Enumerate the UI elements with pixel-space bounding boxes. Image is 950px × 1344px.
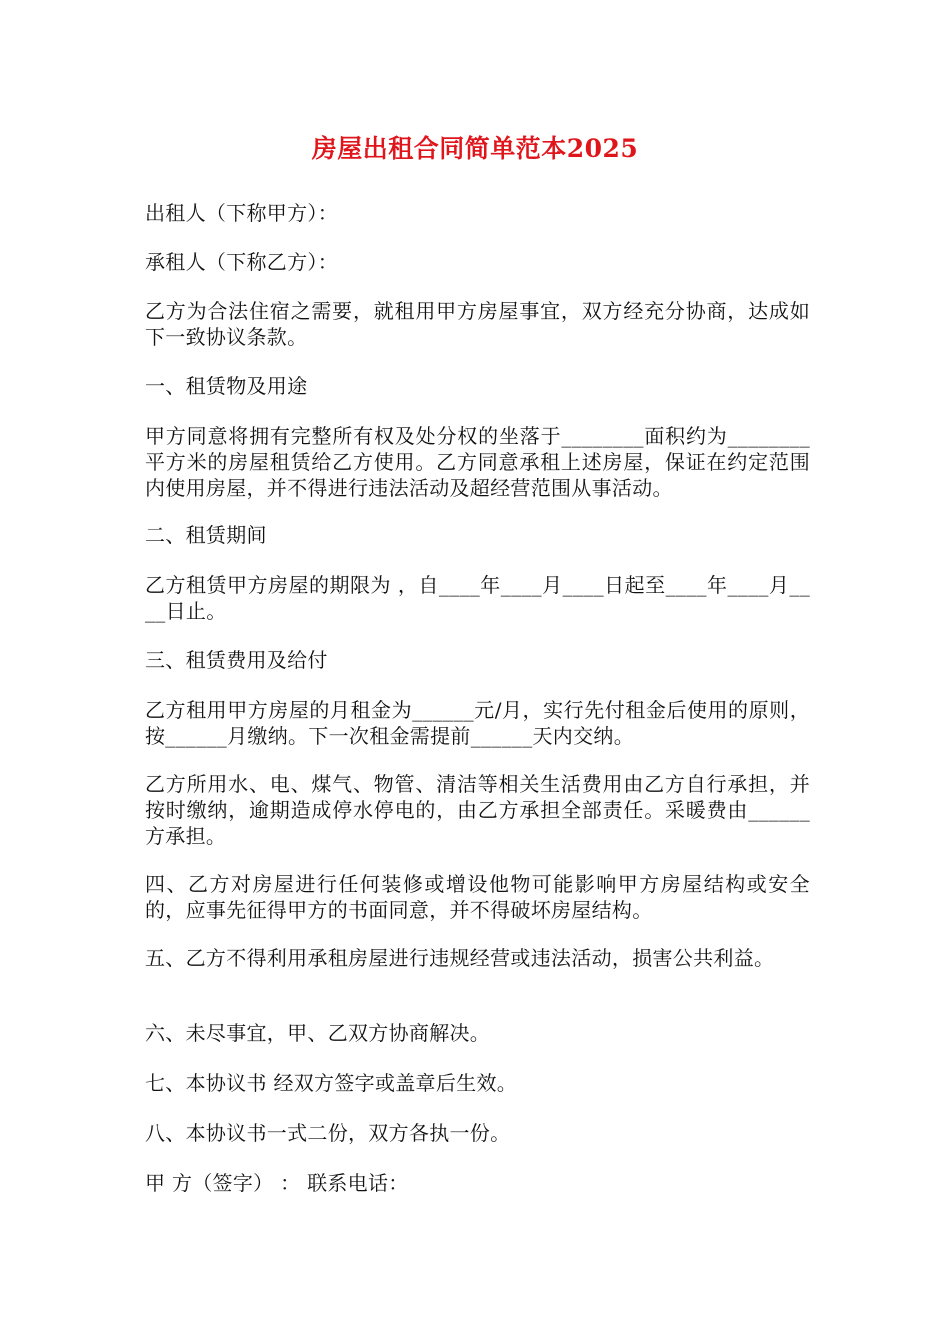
preamble-paragraph: 乙方为合法住宿之需要，就租用甲方房屋事宜，双方经充分协商，达成如下一致协议条款。 [145, 299, 810, 349]
lessee-line: 承租人（下称乙方）： [145, 250, 338, 274]
section-5-paragraph: 五、乙方不得利用承租房屋进行违规经营或违法活动，损害公共利益。 [145, 946, 775, 970]
lessor-line: 出租人（下称甲方）： [145, 201, 338, 225]
section-6-paragraph: 六、未尽事宜，甲、乙双方协商解决。 [145, 1021, 491, 1045]
utilities-paragraph: 乙方所用水、电、煤气、物管、清洁等相关生活费用由乙方自行承担，并按时缴纳，逾期造成停水停电的，由乙方承担全部责任。采暖费由______方承担。 [145, 772, 810, 848]
section-8-paragraph: 八、本协议书一式二份，双方各执一份。 [145, 1121, 511, 1145]
section-1-heading: 一、租赁物及用途 [145, 374, 308, 398]
rent-paragraph: 乙方租用甲方房屋的月租金为______元/月，实行先付租金后使用的原则，按______月缴纳。下一次租金需提前______天内交纳。 [145, 698, 810, 748]
section-3-heading: 三、租赁费用及给付 [145, 648, 328, 672]
party-a-signature-line: 甲 方（签字） ： 联系电话： [145, 1171, 409, 1195]
section-2-paragraph: 乙方租赁甲方房屋的期限为 ，自____年____月____日起至____年____月____日止。 [145, 573, 810, 623]
section-2-heading: 二、租赁期间 [145, 523, 267, 547]
section-1-paragraph: 甲方同意将拥有完整所有权及处分权的坐落于________面积约为________平方米的房屋租赁给乙方使用。乙方同意承租上述房屋，保证在约定范围内使用房屋，并不得进行违法活动及超经营范围从事活动。 [145, 424, 810, 500]
section-7-paragraph: 七、本协议书 经双方签字或盖章后生效。 [145, 1071, 518, 1095]
section-4-paragraph: 四、乙方对房屋进行任何装修或增设他物可能影响甲方房屋结构或安全的，应事先征得甲方的书面同意，并不得破坏房屋结构。 [145, 872, 810, 922]
document-title: 房屋出租合同简单范本2025 [311, 134, 639, 163]
